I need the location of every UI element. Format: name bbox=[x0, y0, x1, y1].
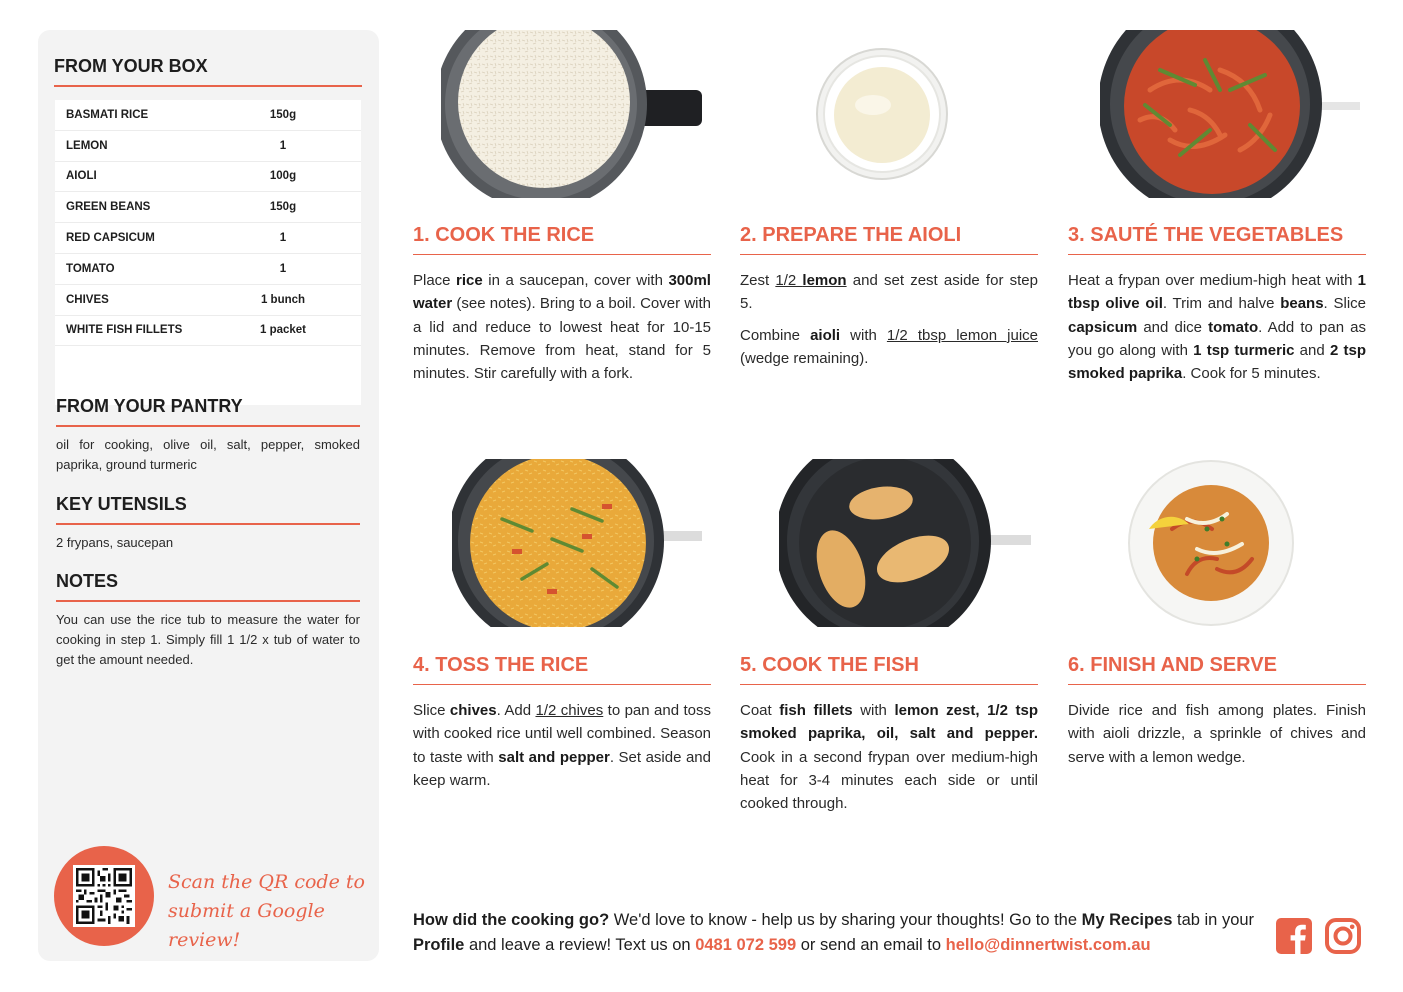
pantry-text: oil for cooking, olive oil, salt, pepper, smoked paprika, ground turmeric bbox=[56, 437, 360, 472]
pantry-title: FROM YOUR PANTRY bbox=[56, 396, 360, 427]
footer-text: and leave a review! Text us on bbox=[464, 936, 696, 954]
step-5-body bbox=[740, 699, 1038, 815]
step-1 bbox=[413, 224, 711, 385]
qr-review-text bbox=[168, 868, 368, 955]
footer-text: tab in your bbox=[1172, 911, 1255, 929]
ingredient-qty: 1 packet bbox=[259, 324, 307, 337]
ingredient-name: AIOLI bbox=[66, 170, 97, 183]
qr-text-line-1: Scan the QR code to bbox=[168, 871, 365, 893]
qr-text-line-2: submit a Google review! bbox=[168, 900, 325, 951]
step-text: Heat a frypan over medium-high heat with bbox=[1068, 272, 1358, 289]
notes-text: You can use the rice tub to measure the water for cooking in step 1. Simply fill 1 1/2 x tub of water to get the amount needed. bbox=[56, 612, 360, 667]
facebook-icon[interactable] bbox=[1276, 918, 1312, 954]
step-text: . Cook for 5 minutes. bbox=[1182, 365, 1321, 383]
footer-bold: My Recipes bbox=[1081, 911, 1173, 929]
aioli-bowl-image bbox=[815, 47, 949, 181]
step-bold: beans bbox=[1280, 295, 1324, 313]
ingredient-row bbox=[55, 285, 361, 316]
ingredient-name: BASMATI RICE bbox=[66, 108, 149, 121]
step-text: . Add to pan as you go along with bbox=[1068, 318, 1366, 359]
tossed-rice-image bbox=[452, 459, 702, 627]
step-text: Coat bbox=[740, 702, 780, 719]
ingredient-row bbox=[55, 100, 361, 131]
ingredient-qty: 100g bbox=[269, 170, 297, 183]
ingredient-row bbox=[55, 131, 361, 162]
ingredient-row bbox=[55, 192, 361, 223]
step-bold: fish fillets bbox=[779, 702, 853, 719]
step-2-para-2 bbox=[740, 324, 1038, 371]
instagram-icon[interactable] bbox=[1325, 918, 1361, 954]
ingredient-name: WHITE FISH FILLETS bbox=[66, 324, 183, 337]
step-3-title: 3. SAUTÉ THE VEGETABLES bbox=[1068, 224, 1366, 255]
saute-vegetables-image bbox=[1100, 30, 1360, 198]
step-text: . Set aside and keep warm. bbox=[413, 748, 711, 789]
notes-section bbox=[56, 571, 360, 670]
ingredient-qty: 150g bbox=[269, 201, 297, 214]
step-text: Combine bbox=[740, 326, 811, 344]
from-your-box-title: FROM YOUR BOX bbox=[54, 56, 362, 87]
step-5 bbox=[740, 654, 1038, 815]
step-1-body bbox=[413, 269, 711, 385]
step-underline: 1/2 tbsp lemon juice bbox=[886, 326, 1038, 344]
step-6 bbox=[1068, 654, 1366, 769]
step-text: . Trim and halve bbox=[1162, 295, 1281, 313]
step-4-title: 4. TOSS THE RICE bbox=[413, 654, 711, 685]
ingredient-name: CHIVES bbox=[66, 293, 109, 306]
step-5-title: 5. COOK THE FISH bbox=[740, 654, 1038, 685]
step-text: Divide rice and fish among plates. Finish with aioli drizzle, a sprinkle of chives and serve with a lemon wedge. bbox=[1068, 702, 1366, 766]
ingredient-name: GREEN BEANS bbox=[66, 201, 151, 214]
step-text: and bbox=[1294, 341, 1330, 359]
footer-bold: Profile bbox=[413, 936, 465, 954]
step-text: Slice bbox=[413, 702, 450, 719]
step-text: to pan and toss with cooked rice until well combined. Season to taste with bbox=[413, 702, 711, 766]
email-link[interactable]: hello@dinnertwist.com.au bbox=[945, 936, 1151, 954]
step-underline: 1/2 chives bbox=[535, 702, 604, 719]
ingredient-qty: 150g bbox=[269, 108, 297, 121]
step-2-title: 2. PREPARE THE AIOLI bbox=[740, 224, 1038, 255]
phone-link[interactable]: 0481 072 599 bbox=[695, 936, 797, 954]
step-text: with bbox=[852, 702, 895, 719]
ingredient-qty: 1 bbox=[279, 139, 287, 152]
step-text: (wedge remaining). bbox=[740, 349, 869, 367]
step-text: in a saucepan, cover with bbox=[482, 272, 669, 289]
step-2-para-1 bbox=[740, 269, 1038, 316]
footer-bold: How did the cooking go? bbox=[413, 911, 610, 929]
step-bold: chives bbox=[449, 702, 497, 719]
step-1-title: 1. COOK THE RICE bbox=[413, 224, 711, 255]
step-3 bbox=[1068, 224, 1366, 385]
rice-saucepan-image bbox=[441, 30, 703, 198]
qr-code-badge[interactable] bbox=[54, 846, 154, 946]
step-bold-underline: lemon bbox=[802, 272, 847, 289]
step-4-body bbox=[413, 699, 711, 792]
utensils-title: KEY UTENSILS bbox=[56, 494, 360, 525]
finished-plate-image bbox=[1127, 459, 1295, 627]
step-text: with bbox=[840, 326, 887, 344]
fish-pan-image bbox=[779, 459, 1031, 627]
ingredient-qty: 1 bunch bbox=[260, 293, 306, 306]
step-4 bbox=[413, 654, 711, 792]
step-text: and dice bbox=[1137, 318, 1209, 336]
step-text: . Slice bbox=[1323, 295, 1366, 313]
step-2-body bbox=[740, 269, 1038, 370]
step-6-body bbox=[1068, 699, 1366, 769]
step-bold: rice bbox=[456, 272, 483, 289]
step-3-body bbox=[1068, 269, 1366, 385]
review-footer bbox=[413, 908, 1263, 958]
step-bold: capsicum bbox=[1068, 318, 1138, 336]
ingredient-qty: 1 bbox=[279, 262, 287, 275]
step-bold: aioli bbox=[810, 326, 841, 344]
utensils-section bbox=[56, 494, 360, 553]
ingredient-name: TOMATO bbox=[66, 262, 115, 275]
step-bold: 2 tsp smoked paprika bbox=[1068, 341, 1367, 383]
step-6-title: 6. FINISH AND SERVE bbox=[1068, 654, 1366, 685]
sidebar bbox=[38, 30, 379, 961]
step-bold: salt and pepper bbox=[498, 748, 610, 766]
step-2 bbox=[740, 224, 1038, 370]
utensils-text: 2 frypans, saucepan bbox=[56, 535, 174, 550]
step-text: (see notes). Bring to a boil. Cover with a lid and reduce to lowest heat for 10-15 minutes. Remove from heat, stand for 5 minutes. Stir carefully with a fork. bbox=[413, 295, 711, 383]
ingredient-name: RED CAPSICUM bbox=[66, 232, 155, 245]
ingredient-qty: 1 bbox=[279, 232, 287, 245]
step-bold: 1 tsp turmeric bbox=[1193, 341, 1295, 359]
step-bold: 1 tbsp olive oil bbox=[1068, 272, 1366, 313]
step-text: Cook in a second frypan over medium-high heat for 3-4 minutes each side or until cooked through. bbox=[740, 748, 1038, 813]
ingredient-row bbox=[55, 223, 361, 254]
ingredient-name: LEMON bbox=[66, 139, 108, 152]
step-text: Place bbox=[413, 272, 457, 289]
footer-text: We'd love to know - help us by sharing your thoughts! Go to the bbox=[609, 911, 1082, 929]
ingredient-row bbox=[55, 316, 361, 347]
step-text: and set zest aside for step 5. bbox=[740, 272, 1038, 313]
qr-code-icon[interactable] bbox=[73, 865, 135, 927]
step-bold: 300ml water bbox=[413, 272, 711, 313]
ingredient-row bbox=[55, 162, 361, 193]
ingredient-row bbox=[55, 254, 361, 285]
step-text: Zest bbox=[740, 272, 776, 289]
step-underline: 1/2 bbox=[775, 272, 803, 289]
ingredients-table bbox=[55, 100, 361, 405]
footer-text: or send an email to bbox=[796, 936, 946, 954]
notes-title: NOTES bbox=[56, 571, 360, 602]
step-text: . Add bbox=[496, 702, 536, 719]
step-bold: tomato bbox=[1208, 318, 1259, 336]
pantry-section bbox=[56, 396, 360, 475]
step-bold: lemon zest, 1/2 tsp smoked paprika, oil, salt and pepper. bbox=[740, 702, 1038, 743]
